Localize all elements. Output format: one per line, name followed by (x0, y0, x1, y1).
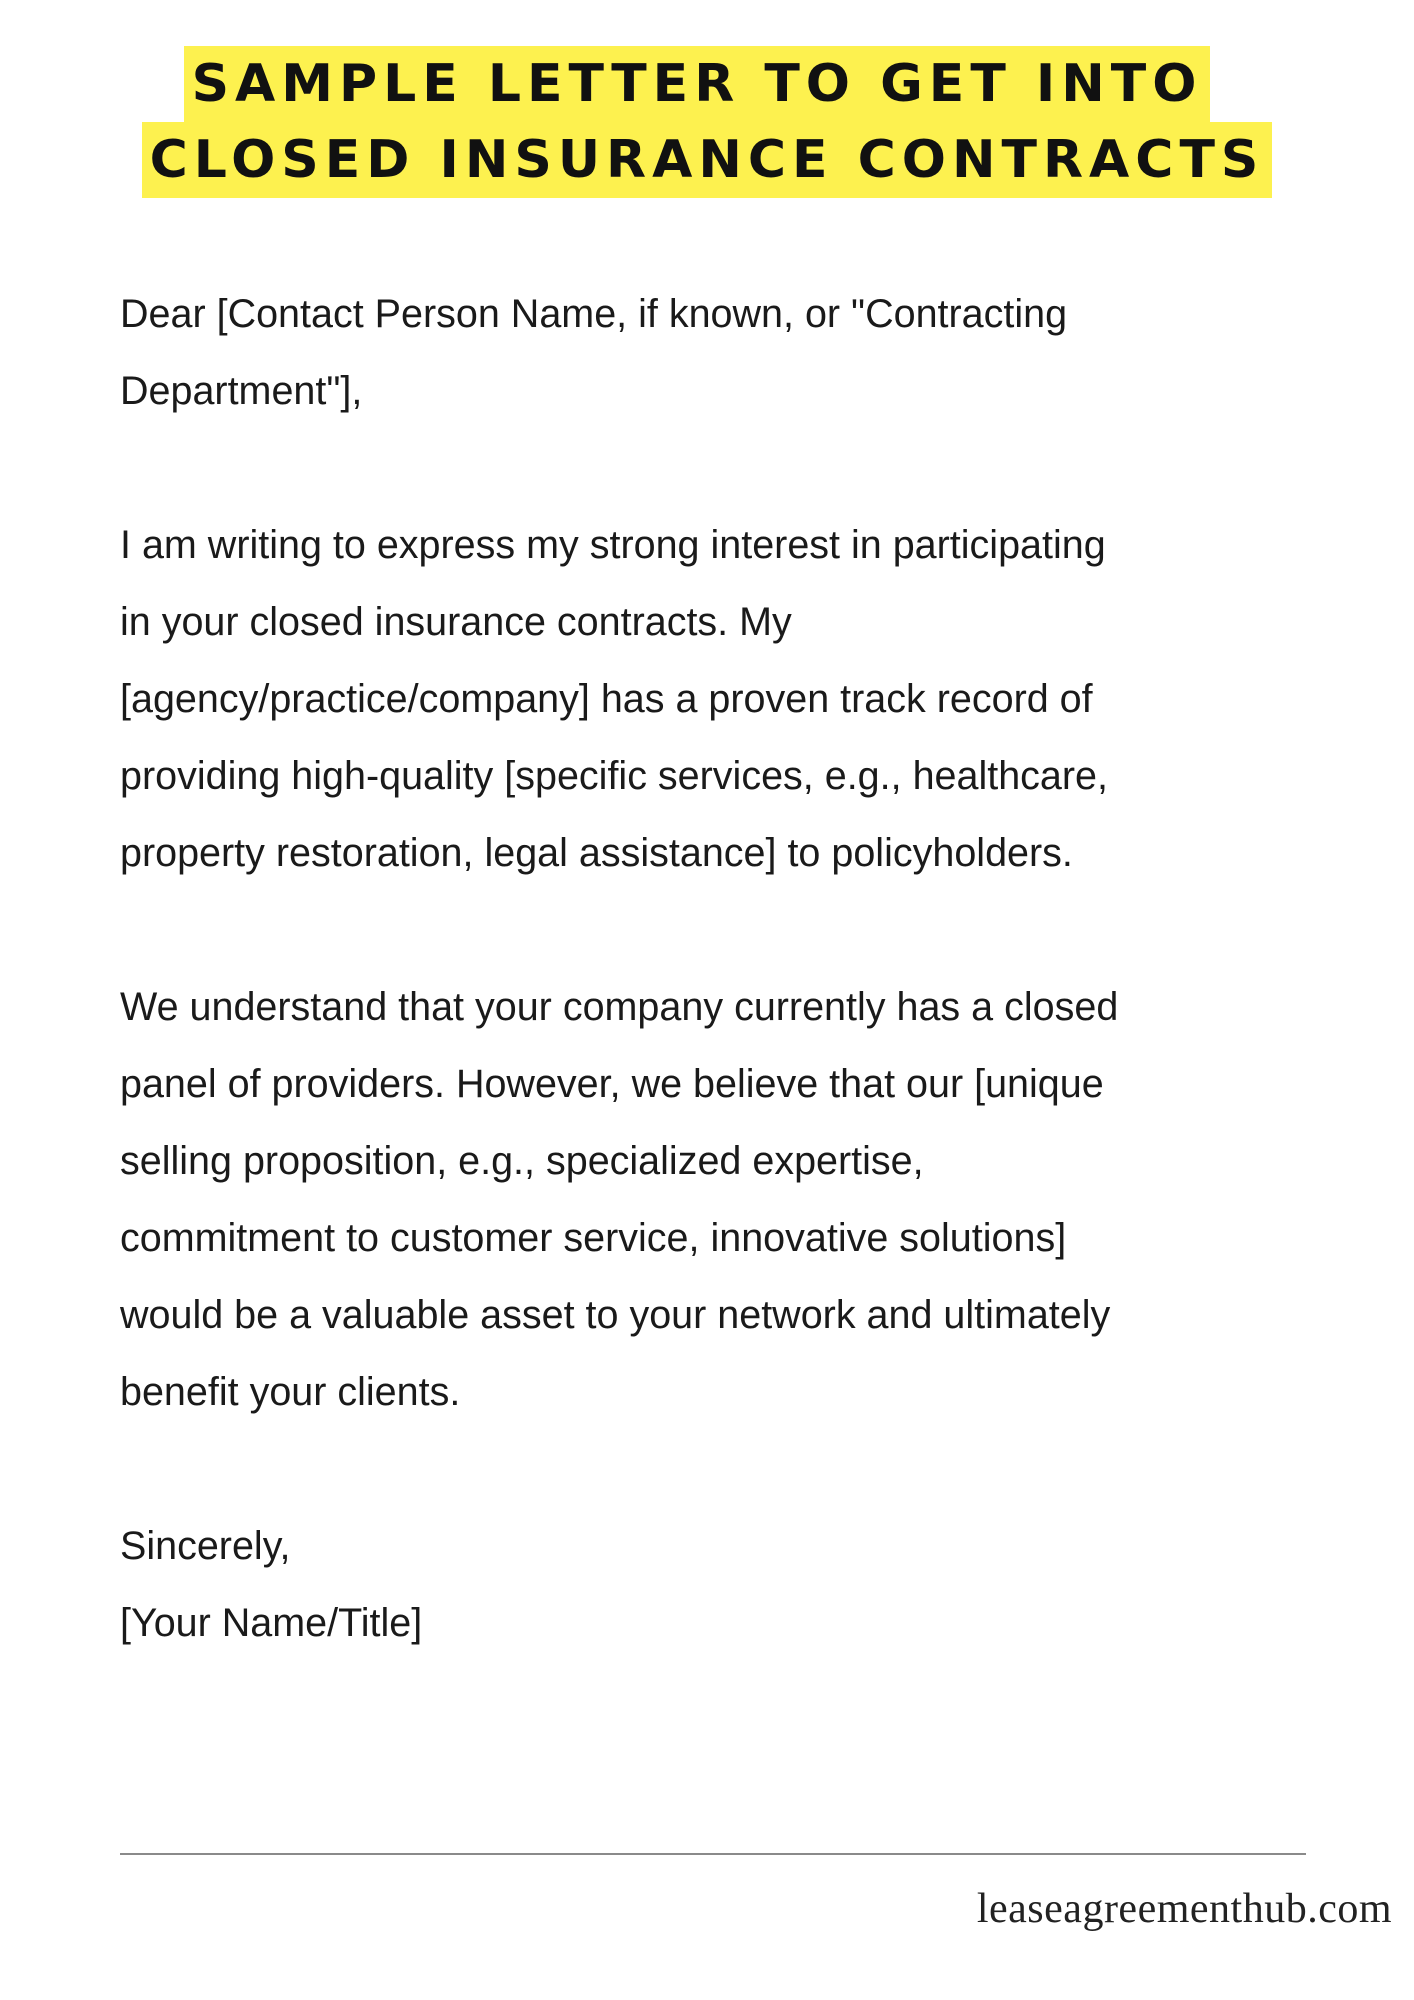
paragraph-gap (120, 1431, 1360, 1508)
title-line-2: CLOSED INSURANCE CONTRACTS (142, 122, 1273, 198)
salutation-line: Department"], (120, 369, 363, 413)
salutation-line: Dear [Contact Person Name, if known, or "Contracting (120, 292, 1068, 336)
paragraph-1-line: property restoration, legal assistance] to policyholders. (120, 831, 1073, 875)
paragraph-1-line: in your closed insurance contracts. My (120, 600, 792, 644)
paragraph-2-line: We understand that your company currently has a closed (120, 985, 1119, 1029)
signature-text: [Your Name/Title] (120, 1601, 423, 1645)
paragraph-1-line: providing high-quality [specific services, e.g., healthcare, (120, 754, 1109, 798)
page-title (0, 46, 1414, 198)
paragraph-2-line: panel of providers. However, we believe that our [unique (120, 1062, 1104, 1106)
letter-body (120, 276, 1360, 1662)
paragraph-2-line: would be a valuable asset to your network and ultimately (120, 1293, 1111, 1337)
paragraph-2-line: commitment to customer service, innovative solutions] (120, 1216, 1067, 1260)
paragraph-gap (120, 892, 1360, 969)
title-line-1: SAMPLE LETTER TO GET INTO (184, 46, 1211, 122)
paragraph-1-line: [agency/practice/company] has a proven track record of (120, 677, 1093, 721)
paragraph-gap (120, 430, 1360, 507)
footer-site: leaseagreementhub.com (976, 1886, 1392, 1932)
closing-text: Sincerely, (120, 1524, 291, 1568)
paragraph-1-line: I am writing to express my strong interest in participating (120, 523, 1106, 567)
paragraph-2-line: selling proposition, e.g., specialized expertise, (120, 1139, 924, 1183)
footer-divider (120, 1853, 1306, 1855)
paragraph-2-line: benefit your clients. (120, 1370, 461, 1414)
